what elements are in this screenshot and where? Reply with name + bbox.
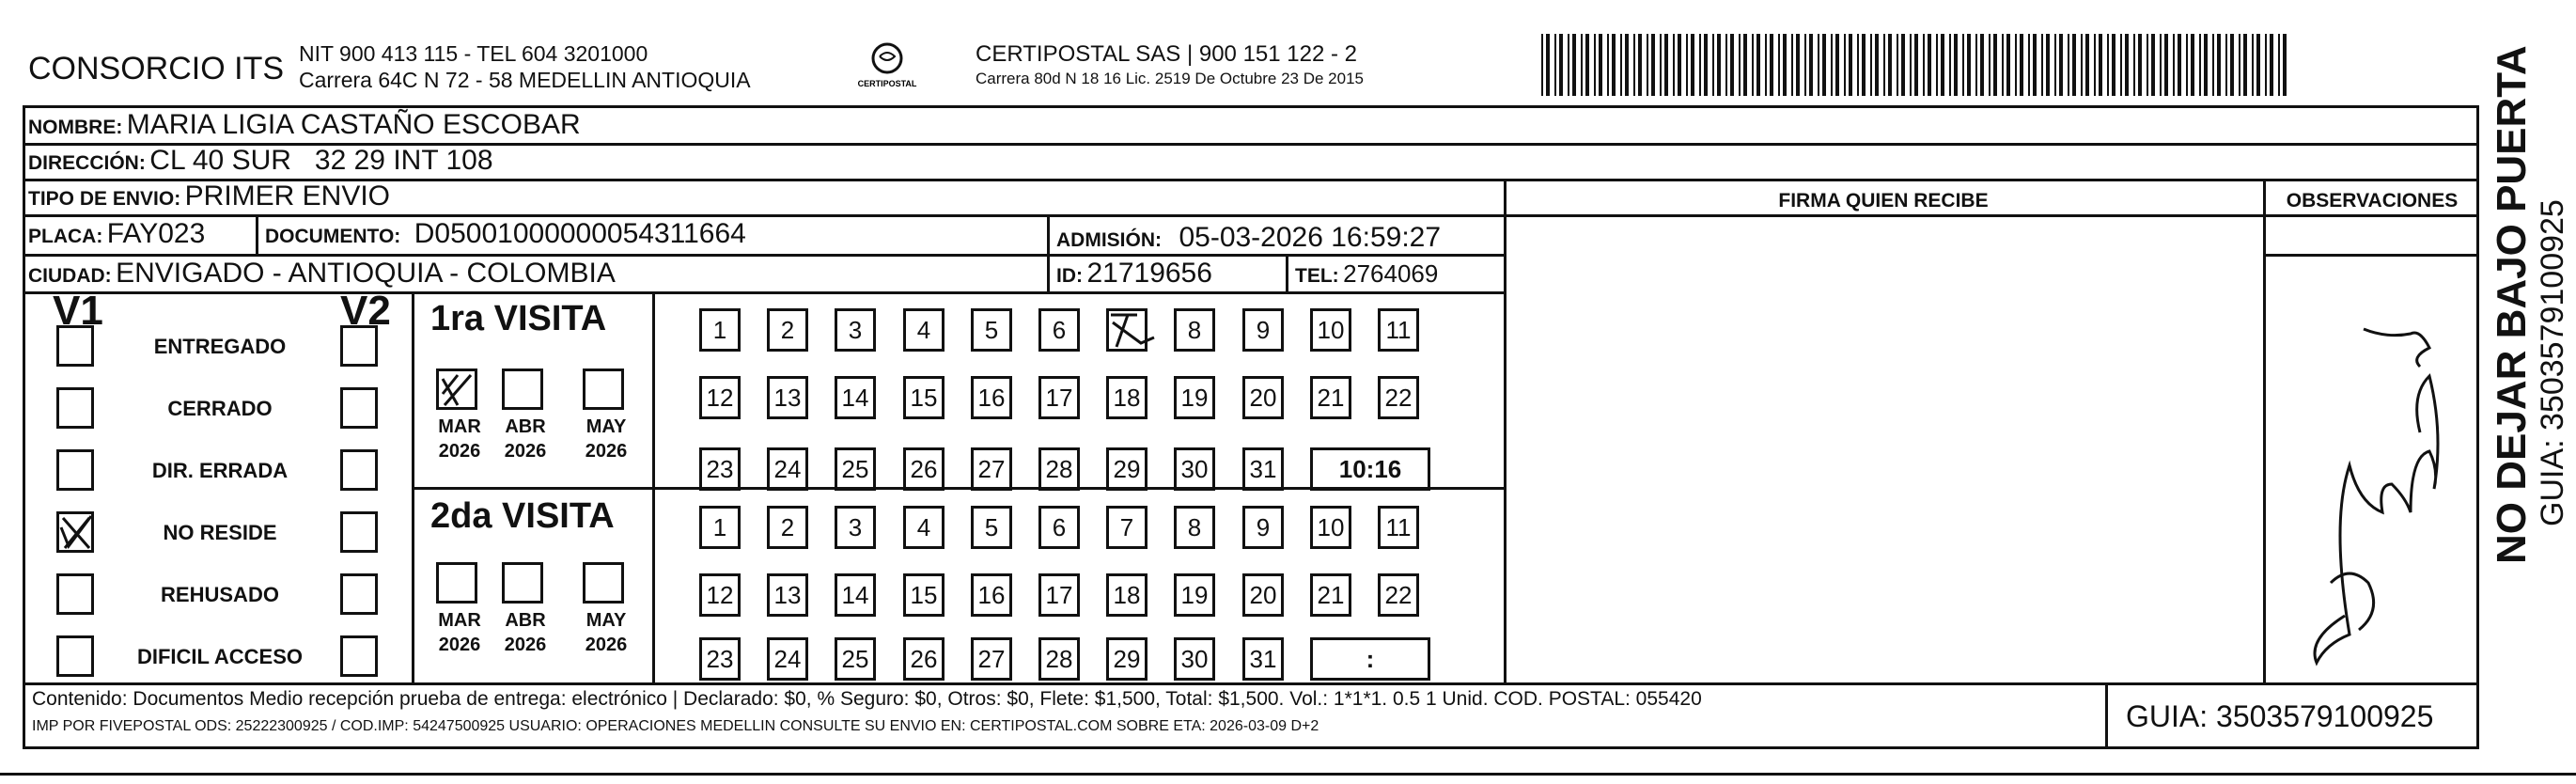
- admision-value: 05-03-2026 16:59:27: [1179, 222, 1442, 253]
- barcode-bar: [1975, 34, 1977, 96]
- barcode-bar: [1804, 34, 1806, 96]
- barcode-bar: [1612, 34, 1616, 96]
- day-box[interactable]: 28: [1038, 447, 1080, 491]
- barcode-bar: [2046, 34, 2050, 96]
- month-year: 2026: [504, 635, 547, 655]
- month-year: 2026: [438, 635, 481, 655]
- id-value: 21719656: [1086, 258, 1212, 289]
- barcode-bar: [1585, 34, 1589, 96]
- day-box[interactable]: 31: [1242, 637, 1284, 681]
- month-box[interactable]: [436, 368, 477, 410]
- barcode-bar: [1599, 34, 1602, 96]
- barcode-bar: [1546, 34, 1550, 96]
- day-box[interactable]: 6: [1038, 308, 1080, 352]
- barcode-bar: [2002, 34, 2004, 96]
- v2-checkbox[interactable]: [340, 387, 378, 429]
- barcode-bar: [1980, 34, 1984, 96]
- firma-header: FIRMA QUIEN RECIBE: [1778, 190, 1989, 212]
- barcode-bar: [2085, 34, 2089, 96]
- id-row: [1056, 258, 1212, 290]
- status-option-label: REHUSADO: [161, 583, 279, 606]
- barcode-bar: [1844, 34, 1846, 96]
- tel-row: [1295, 259, 1438, 289]
- barcode-bar: [2204, 34, 2208, 96]
- nombre-row: [28, 109, 581, 141]
- direccion-value: CL 40 SUR 32 29 INT 108: [149, 145, 493, 176]
- day-box[interactable]: 30: [1174, 637, 1215, 681]
- v1-checkbox[interactable]: [56, 511, 94, 553]
- footer-guia: GUIA: 3503579100925: [2126, 699, 2434, 733]
- barcode-bar: [1949, 34, 1951, 96]
- admision-label: ADMISIÓN:: [1056, 229, 1162, 251]
- barcode-bar: [1923, 34, 1925, 96]
- documento-label: DOCUMENTO:: [265, 226, 401, 247]
- barcode-bar: [2068, 34, 2069, 96]
- month-box[interactable]: [502, 368, 543, 410]
- barcode-bar: [1620, 34, 1622, 96]
- barcode-bar: [1651, 34, 1655, 96]
- day-box[interactable]: 26: [903, 447, 945, 491]
- barcode-bar: [1870, 34, 1872, 96]
- v2-checkbox[interactable]: [340, 449, 378, 491]
- barcode-bar: [2072, 34, 2076, 96]
- day-box[interactable]: 15: [903, 573, 945, 617]
- day-box[interactable]: 4: [903, 506, 945, 549]
- tel-label: TEL:: [1295, 265, 1339, 287]
- nombre-value: MARIA LIGIA CASTAÑO ESCOBAR: [126, 109, 581, 140]
- id-label: ID:: [1056, 265, 1083, 287]
- status-option-label: DIR. ERRADA: [151, 459, 289, 482]
- barcode-bar: [2265, 34, 2267, 96]
- day-box[interactable]: 13: [767, 376, 808, 419]
- barcode-bar: [2252, 34, 2254, 96]
- day-box[interactable]: 4: [903, 308, 945, 352]
- barcode-bar: [2283, 34, 2287, 96]
- barcode-bar: [2133, 34, 2135, 96]
- barcode-bar: [1717, 34, 1721, 96]
- barcode-bar: [1673, 34, 1675, 96]
- company-name: CONSORCIO ITS: [28, 51, 285, 86]
- documento-row: [265, 218, 746, 250]
- barcode-bar: [2270, 34, 2273, 96]
- barcode-bar: [1849, 34, 1852, 96]
- v1-checkbox[interactable]: [56, 573, 94, 615]
- barcode-bar: [2191, 34, 2194, 96]
- day-box[interactable]: 26: [903, 637, 945, 681]
- barcode-bar: [2230, 34, 2234, 96]
- barcode-bar: [1791, 34, 1793, 96]
- day-box[interactable]: 30: [1174, 447, 1215, 491]
- day-box[interactable]: 29: [1106, 637, 1147, 681]
- day-box[interactable]: 22: [1378, 573, 1419, 617]
- month-label: ABR: [505, 610, 546, 631]
- footer-imp: IMP POR FIVEPOSTAL ODS: 25222300925 / COD.IMP: 54247500925 USUARIO: OPERACIONES MEDELLIN CONSULTE SU ENVIO EN: CERTIPOSTAL.COM SOBRE ETA: 2026-03-09 D+2: [32, 718, 1319, 734]
- barcode-bar: [1993, 34, 1997, 96]
- barcode-bar: [1678, 34, 1681, 96]
- barcode-bar: [1638, 34, 1642, 96]
- time-box[interactable]: :: [1310, 637, 1430, 681]
- barcode-bar: [1796, 34, 1800, 96]
- barcode-bar: [2147, 34, 2148, 96]
- direccion-row: [28, 145, 493, 177]
- barcode-bar: [2020, 34, 2023, 96]
- tipo-row: [28, 180, 390, 212]
- barcode-bar: [1691, 34, 1694, 96]
- v1-checkbox[interactable]: [56, 325, 94, 367]
- recipient-signature: [2293, 301, 2453, 667]
- barcode-bar: [1936, 34, 1938, 96]
- day-box[interactable]: 25: [835, 447, 876, 491]
- barcode-bar: [1888, 34, 1892, 96]
- barcode-bar: [2178, 34, 2181, 96]
- day-box[interactable]: 14: [835, 573, 876, 617]
- bottom-rule: [0, 773, 2576, 776]
- barcode-bar: [2212, 34, 2214, 96]
- day-box[interactable]: 13: [767, 573, 808, 617]
- barcode-bar: [2217, 34, 2221, 96]
- day-box[interactable]: 5: [971, 308, 1012, 352]
- direccion-label: DIRECCIÓN:: [28, 152, 146, 174]
- barcode-bar: [2164, 34, 2168, 96]
- barcode-bar: [2028, 34, 2030, 96]
- barcode-bar: [2256, 34, 2260, 96]
- barcode-bar: [1954, 34, 1958, 96]
- month-label: MAY: [585, 610, 627, 631]
- barcode-bar: [1818, 34, 1819, 96]
- day-box[interactable]: 27: [971, 637, 1012, 681]
- day-box[interactable]: 24: [767, 447, 808, 491]
- day-box[interactable]: 18: [1106, 573, 1147, 617]
- barcode-bar: [2107, 34, 2109, 96]
- barcode-bar: [1572, 34, 1576, 96]
- day-box[interactable]: 10: [1310, 308, 1351, 352]
- barcode-bar: [2041, 34, 2043, 96]
- nit-line: NIT 900 413 115 - TEL 604 3201000: [299, 41, 648, 66]
- barcode-bar: [2239, 34, 2240, 96]
- day-box[interactable]: 29: [1106, 447, 1147, 491]
- barcode-bar: [1989, 34, 1991, 96]
- barcode-bar: [2081, 34, 2083, 96]
- barcode-bar: [1581, 34, 1583, 96]
- barcode-bar: [1897, 34, 1898, 96]
- tipo-value: PRIMER ENVIO: [184, 180, 391, 212]
- barcode-bar: [1875, 34, 1879, 96]
- day-box[interactable]: 20: [1242, 376, 1284, 419]
- barcode-bar: [1594, 34, 1596, 96]
- documento-value: D05001000000054311664: [414, 218, 746, 249]
- barcode-bar: [1704, 34, 1708, 96]
- placa-row: [28, 218, 205, 250]
- barcode-bar: [1725, 34, 1727, 96]
- barcode-bar: [1752, 34, 1754, 96]
- day-box[interactable]: 21: [1310, 573, 1351, 617]
- day-box[interactable]: [1106, 308, 1147, 352]
- barcode-bar: [1541, 34, 1543, 96]
- barcode-bar: [1664, 34, 1668, 96]
- barcode-bar: [2112, 34, 2115, 96]
- barcode-bar: [2138, 34, 2142, 96]
- day-box[interactable]: 11: [1378, 308, 1419, 352]
- day-box[interactable]: 21: [1310, 376, 1351, 419]
- day-box[interactable]: 6: [1038, 506, 1080, 549]
- barcode-bar: [1559, 34, 1563, 96]
- v2-checkbox[interactable]: [340, 635, 378, 677]
- day-box[interactable]: 10: [1310, 506, 1351, 549]
- status-option-label: CERRADO: [167, 397, 273, 420]
- barcode-bar: [2173, 34, 2175, 96]
- barcode-bar: [1765, 34, 1767, 96]
- v1-checkbox[interactable]: [56, 387, 94, 429]
- nombre-label: NOMBRE:: [28, 117, 123, 138]
- barcode-bar: [1554, 34, 1556, 96]
- day-box[interactable]: 19: [1174, 376, 1215, 419]
- barcode-bar: [1967, 34, 1971, 96]
- barcode-bar: [2151, 34, 2155, 96]
- barcode-bar: [2054, 34, 2056, 96]
- day-box[interactable]: 11: [1378, 506, 1419, 549]
- no-dejar-bajo-puerta: NO DEJAR BAJO PUERTA: [2489, 45, 2535, 564]
- month-year: 2026: [438, 441, 481, 462]
- day-box[interactable]: 25: [835, 637, 876, 681]
- day-box[interactable]: 19: [1174, 573, 1215, 617]
- day-box[interactable]: 31: [1242, 447, 1284, 491]
- status-option-label: NO RESIDE: [163, 521, 277, 544]
- month-label: MAR: [438, 416, 481, 437]
- side-guia: GUIA: 3503579100925: [2535, 199, 2570, 526]
- barcode-bar: [2094, 34, 2096, 96]
- day-box[interactable]: 2: [767, 506, 808, 549]
- v1-label: V1: [53, 288, 103, 334]
- day-box[interactable]: 9: [1242, 506, 1284, 549]
- v2-label: V2: [340, 288, 391, 334]
- month-year: 2026: [585, 441, 628, 462]
- time-box[interactable]: 10:16: [1310, 447, 1430, 491]
- ciudad-label: CIUDAD:: [28, 265, 112, 287]
- day-box[interactable]: 17: [1038, 376, 1080, 419]
- barcode-bar: [1660, 34, 1662, 96]
- certipostal-address: Carrera 80d N 18 16 Lic. 2519 De Octubre 23 De 2015: [976, 70, 1364, 87]
- barcode-bar: [2120, 34, 2122, 96]
- day-box[interactable]: 22: [1378, 376, 1419, 419]
- day-box[interactable]: 15: [903, 376, 945, 419]
- month-box[interactable]: [502, 562, 543, 604]
- day-box[interactable]: 20: [1242, 573, 1284, 617]
- barcode-bar: [1857, 34, 1859, 96]
- barcode-bar: [2099, 34, 2102, 96]
- barcode-bar: [1625, 34, 1629, 96]
- footer-contenido: Contenido: Documentos Medio recepción prueba de entrega: electrónico | Declarado: $0, % Seguro: $0, Otros: $0, Flete: $1,500, Total: $1,500. Vol.: 1*1*1. 0.5 1 Unid. COD. POSTAL: 055420: [32, 688, 1702, 710]
- logo-text: CERTIPOSTAL: [857, 79, 917, 88]
- barcode-bar: [1743, 34, 1747, 96]
- barcode-bar: [1633, 34, 1635, 96]
- tipo-label: TIPO DE ENVIO:: [28, 188, 181, 210]
- barcode-bar: [1914, 34, 1918, 96]
- barcode-bar: [2243, 34, 2247, 96]
- barcode-bar: [1862, 34, 1866, 96]
- status-option-label: ENTREGADO: [153, 335, 287, 358]
- day-box[interactable]: 3: [835, 506, 876, 549]
- day-box[interactable]: 23: [699, 447, 741, 491]
- day-box[interactable]: 14: [835, 376, 876, 419]
- barcode-bar: [1910, 34, 1912, 96]
- barcode-bar: [1647, 34, 1648, 96]
- day-box[interactable]: 28: [1038, 637, 1080, 681]
- day-box[interactable]: 8: [1174, 506, 1215, 549]
- month-box[interactable]: [583, 368, 624, 410]
- barcode-bar: [1778, 34, 1780, 96]
- barcode-bar: [1712, 34, 1714, 96]
- barcode-bar: [2225, 34, 2227, 96]
- v2-checkbox[interactable]: [340, 573, 378, 615]
- v1-checkbox[interactable]: [56, 449, 94, 491]
- barcode-bar: [2006, 34, 2010, 96]
- day-box[interactable]: 2: [767, 308, 808, 352]
- v2-checkbox[interactable]: [340, 325, 378, 367]
- day-box[interactable]: 17: [1038, 573, 1080, 617]
- barcode-bar: [2278, 34, 2280, 96]
- observaciones-header: OBSERVACIONES: [2286, 190, 2459, 212]
- day-box[interactable]: 3: [835, 308, 876, 352]
- barcode-bar: [1928, 34, 1931, 96]
- barcode-bar: [1783, 34, 1787, 96]
- company-address: Carrera 64C N 72 - 58 MEDELLIN ANTIOQUIA: [299, 68, 751, 92]
- barcode-bar: [2186, 34, 2188, 96]
- v2-checkbox[interactable]: [340, 511, 378, 553]
- day-box[interactable]: 1: [699, 506, 741, 549]
- barcode-bar: [1756, 34, 1760, 96]
- month-box[interactable]: [436, 562, 477, 604]
- day-box[interactable]: 16: [971, 376, 1012, 419]
- barcode-bar: [1962, 34, 1964, 96]
- barcode-bar: [1941, 34, 1944, 96]
- certipostal-line: CERTIPOSTAL SAS | 900 151 122 - 2: [976, 41, 1357, 67]
- barcode-bar: [1835, 34, 1839, 96]
- month-year: 2026: [504, 441, 547, 462]
- day-box[interactable]: 1: [699, 308, 741, 352]
- barcode-bar: [2125, 34, 2129, 96]
- day-box[interactable]: 5: [971, 506, 1012, 549]
- month-label: ABR: [505, 416, 546, 437]
- barcode-bar: [2160, 34, 2162, 96]
- barcode: [1541, 34, 2293, 96]
- visita2-title: 2da VISITA: [430, 496, 615, 536]
- barcode-bar: [2033, 34, 2037, 96]
- barcode-bar: [2199, 34, 2201, 96]
- placa-label: PLACA:: [28, 226, 103, 247]
- barcode-bar: [1901, 34, 1905, 96]
- barcode-bar: [1770, 34, 1773, 96]
- v1-checkbox[interactable]: [56, 635, 94, 677]
- tel-value: 2764069: [1343, 259, 1439, 288]
- admision-row: [1056, 222, 1441, 254]
- ciudad-value: ENVIGADO - ANTIOQUIA - COLOMBIA: [116, 258, 616, 289]
- barcode-bar: [2015, 34, 2017, 96]
- barcode-bar: [1686, 34, 1688, 96]
- day-box[interactable]: 23: [699, 637, 741, 681]
- day-box[interactable]: 16: [971, 573, 1012, 617]
- barcode-bar: [1730, 34, 1734, 96]
- day-box[interactable]: 12: [699, 376, 741, 419]
- barcode-bar: [1831, 34, 1833, 96]
- barcode-bar: [1607, 34, 1609, 96]
- day-box[interactable]: 27: [971, 447, 1012, 491]
- month-label: MAR: [438, 610, 481, 631]
- day-box[interactable]: 18: [1106, 376, 1147, 419]
- day-box[interactable]: 9: [1242, 308, 1284, 352]
- barcode-bar: [1739, 34, 1741, 96]
- month-label: MAY: [585, 416, 627, 437]
- month-box[interactable]: [583, 562, 624, 604]
- barcode-bar: [2059, 34, 2063, 96]
- status-option-label: DIFICIL ACCESO: [136, 645, 303, 668]
- day-box[interactable]: 12: [699, 573, 741, 617]
- day-box[interactable]: 7: [1106, 506, 1147, 549]
- ciudad-row: [28, 258, 616, 290]
- barcode-bar: [1699, 34, 1701, 96]
- barcode-bar: [1809, 34, 1813, 96]
- barcode-bar: [1568, 34, 1569, 96]
- barcode-bar: [1883, 34, 1885, 96]
- placa-value: FAY023: [106, 218, 206, 249]
- day-box[interactable]: 24: [767, 637, 808, 681]
- month-year: 2026: [585, 635, 628, 655]
- barcode-bar: [1822, 34, 1826, 96]
- visita1-title: 1ra VISITA: [430, 299, 607, 338]
- day-box[interactable]: 8: [1174, 308, 1215, 352]
- certipostal-logo: [851, 39, 923, 96]
